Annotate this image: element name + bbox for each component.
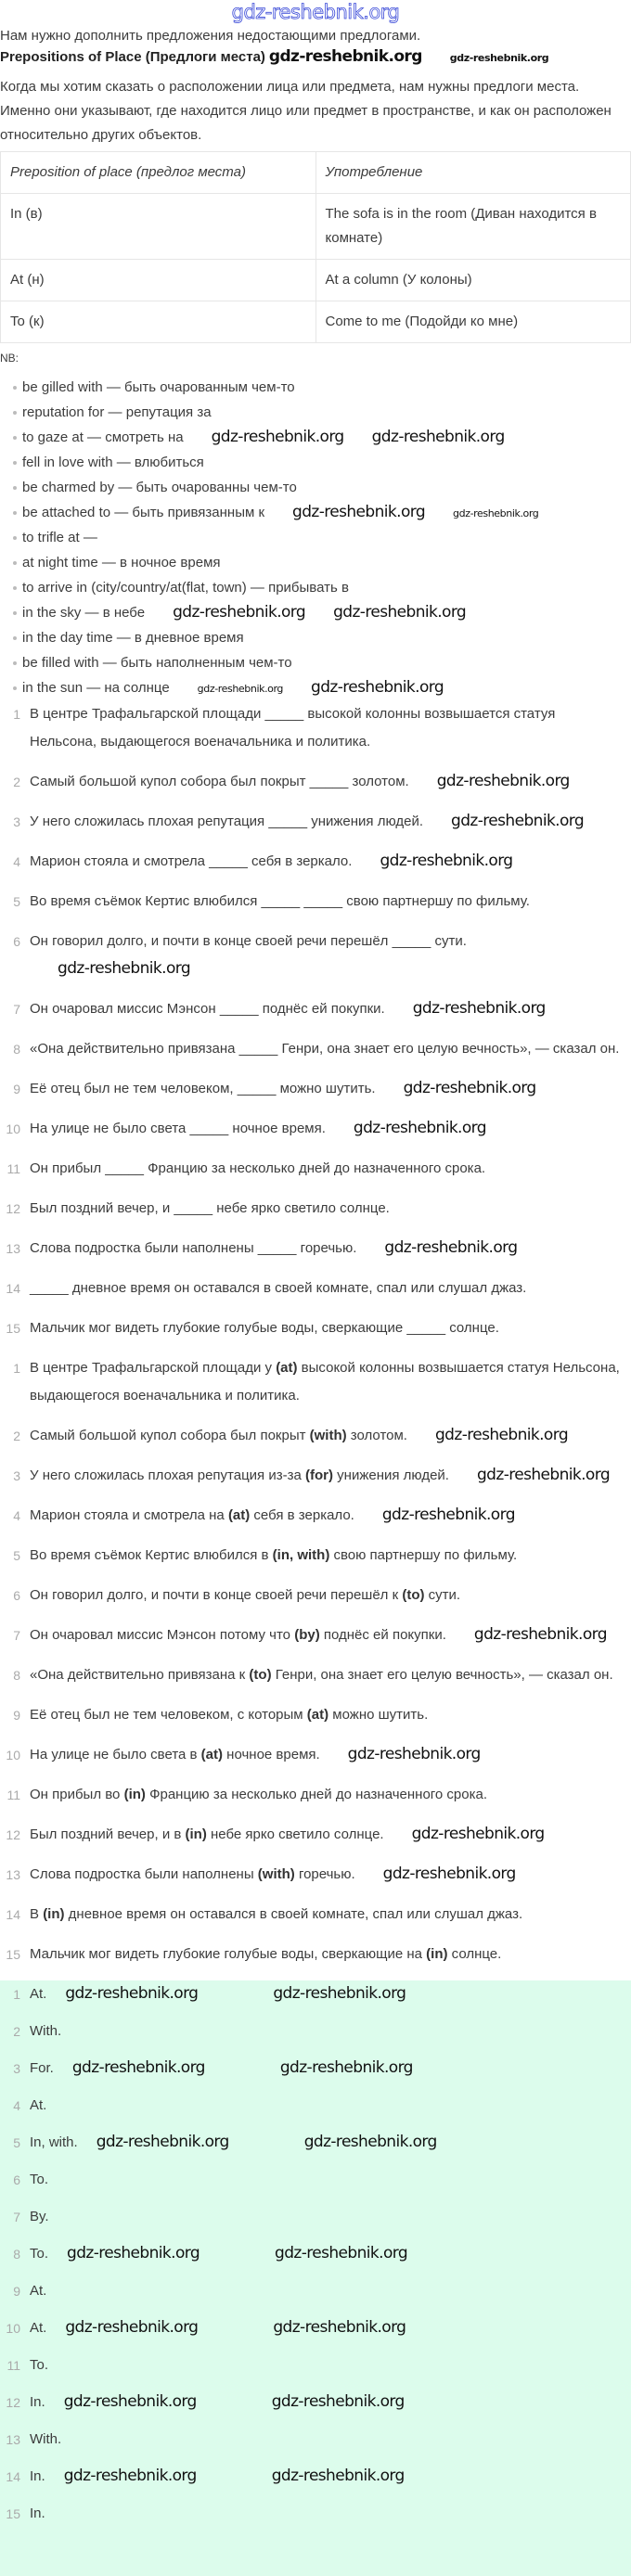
translation-pre: В [30, 1906, 44, 1922]
translation-post: себя в зеркало. [250, 1507, 354, 1523]
item-number: 5 [13, 894, 20, 909]
item-number: 11 [6, 1161, 20, 1176]
exercise-item [0, 1035, 620, 1075]
watermark-text: gdz-reshebnik.org [333, 603, 467, 622]
list-item [0, 450, 631, 475]
translation-post: горечью. [294, 1866, 355, 1882]
translation-pre: Он прибыл во [30, 1787, 124, 1802]
bullet-icon [13, 611, 17, 615]
exercise-text: _____ дневное время он оставался в своей комнате, спал или слушал джаз. [30, 1280, 527, 1296]
preposition-answer: (to) [402, 1587, 425, 1603]
list-item [0, 625, 631, 650]
list-item [0, 650, 631, 675]
answer-text: At. [30, 2097, 47, 2113]
watermark-text: gdz-reshebnik.org [384, 1238, 518, 1257]
exercise-item [0, 700, 620, 768]
preposition-answer: (in) [43, 1906, 65, 1922]
answer-item [0, 2502, 631, 2539]
exercise-item [0, 1314, 620, 1354]
watermark-text: gdz-reshebnik.org [271, 2392, 405, 2411]
translation-post: поднёс ей покупки. [319, 1627, 446, 1643]
watermark-text: gdz-reshebnik.org [303, 2133, 437, 2151]
watermark-text: gdz-reshebnik.org [403, 1079, 536, 1097]
bullet-icon [13, 536, 17, 540]
translation-pre: Он говорил долго, и почти в конце своей речи перешёл к [30, 1587, 403, 1603]
watermark-text: gdz-reshebnik.org [311, 678, 444, 697]
watermark-text: gdz-reshebnik.org [63, 2467, 197, 2485]
translation-item [0, 1941, 620, 1980]
table-cell: To (к) [1, 301, 316, 343]
list-item [0, 550, 631, 575]
list-item [0, 500, 631, 525]
translation-item [0, 1861, 620, 1901]
answers-panel [0, 1980, 631, 2576]
preposition-answer: (in) [426, 1946, 448, 1962]
vocabulary-text: be attached to — быть привязанным к [22, 505, 265, 520]
watermark-text: gdz-reshebnik.org [353, 1119, 486, 1137]
answer-text: To. [30, 2246, 49, 2262]
translation-text [30, 1667, 613, 1683]
exercise-text: У него сложилась плохая репутация _____ унижения людей. [30, 814, 424, 829]
vocabulary-text: to trifle at — [22, 530, 97, 545]
exercise-text: Он очаровал миссис Мэнсон _____ поднёс ей покупки. [30, 1001, 385, 1017]
watermark-row [65, 1982, 481, 2006]
section-title-line [0, 46, 631, 69]
exercise-item [0, 1195, 620, 1235]
watermark-text: gdz-reshebnik.org [275, 2244, 408, 2262]
bullet-icon [13, 636, 17, 640]
list-item [0, 525, 631, 550]
answer-item [0, 2428, 631, 2465]
vocabulary-text: be charmed by — быть очарованны чем-то [22, 480, 297, 495]
exercise-item [0, 768, 620, 808]
item-number: 7 [13, 2210, 20, 2224]
item-number: 1 [13, 1987, 20, 2002]
watermark-row [64, 2465, 480, 2489]
preposition-answer: (at) [276, 1360, 298, 1376]
translation-text [30, 1826, 384, 1842]
exercise-text: Во время съёмок Кертис влюбился _____ _____ свою партнершу по фильму. [30, 893, 530, 909]
answer-text: To. [30, 2172, 49, 2187]
bullet-icon [13, 686, 17, 690]
item-number: 10 [6, 1121, 20, 1136]
translation-pre: Самый большой купол собора был покрыт [30, 1428, 310, 1443]
item-number: 13 [6, 1867, 20, 1882]
preposition-answer: (at) [227, 1507, 251, 1523]
answer-item [0, 2019, 631, 2057]
table-row [1, 301, 631, 343]
bullet-icon [13, 561, 17, 565]
translation-post: унижения людей. [333, 1467, 449, 1483]
vocabulary-text: to gaze at — смотреть на [22, 429, 184, 445]
item-number: 2 [13, 2024, 20, 2039]
table-header-row [1, 152, 631, 194]
watermark-text: gdz-reshebnik.org [65, 2318, 199, 2337]
translation-post: сути. [424, 1587, 461, 1603]
watermark-text: gdz-reshebnik.org [273, 2318, 406, 2337]
top-watermark-logo: gdz-reshebnik.org [231, 1, 400, 23]
translation-text [30, 1787, 487, 1802]
answer-item [0, 2316, 631, 2353]
exercise-text: Был поздний вечер, и _____ небе ярко светило солнце. [30, 1200, 390, 1216]
item-number: 10 [6, 2321, 20, 2336]
answer-text: In. [30, 2468, 45, 2484]
item-number: 7 [13, 1628, 20, 1643]
watermark-text: gdz-reshebnik.org [71, 2058, 205, 2077]
list-item [0, 425, 631, 450]
exercise-item [0, 888, 620, 928]
vocabulary-text: at night time — в ночное время [22, 555, 221, 570]
answer-item [0, 2353, 631, 2390]
translation-text [30, 1747, 320, 1762]
translation-post: Францию за несколько дней до назначенного срока. [145, 1787, 488, 1802]
watermark-text: gdz-reshebnik.org [96, 2133, 229, 2151]
watermark-text: gdz-reshebnik.org [453, 507, 539, 519]
watermark-text: gdz-reshebnik.org [197, 683, 284, 695]
watermark-row [65, 2316, 481, 2340]
item-number: 1 [13, 1361, 20, 1376]
answer-item [0, 2057, 631, 2094]
watermark-row [67, 2242, 483, 2266]
preposition-answer: (in, with) [272, 1547, 330, 1563]
answer-item [0, 2242, 631, 2279]
table-header: Употребление [316, 152, 631, 194]
watermark-text: gdz-reshebnik.org [434, 1426, 569, 1444]
translation-item [0, 1542, 620, 1582]
item-number: 6 [13, 934, 20, 949]
watermark-text: gdz-reshebnik.org [411, 1825, 545, 1843]
item-number: 9 [13, 1082, 20, 1096]
watermark-text: gdz-reshebnik.org [449, 52, 549, 64]
item-number: 12 [6, 1827, 20, 1842]
exercise-text: Слова подростка были наполнены _____ горечью. [30, 1240, 357, 1256]
item-number: 14 [6, 2469, 20, 2484]
watermark-text: gdz-reshebnik.org [173, 603, 306, 622]
translation-pre: На улице не было света в [30, 1747, 201, 1762]
translation-pre: Он очаровал миссис Мэнсон потому что [30, 1627, 295, 1643]
table-row [1, 194, 631, 260]
item-number: 13 [6, 1241, 20, 1256]
item-number: 11 [6, 2358, 20, 2373]
watermark-text: gdz-reshebnik.org [63, 2392, 197, 2411]
table-cell: The sofa is in the room (Диван находится в комнате) [316, 194, 631, 260]
answer-item [0, 2131, 631, 2168]
translation-text [30, 1627, 446, 1643]
translation-item [0, 1621, 620, 1661]
answer-text: In. [30, 2506, 45, 2521]
answer-text: At. [30, 2283, 47, 2299]
translation-pre: Слова подростка были наполнены [30, 1866, 258, 1882]
item-number: 14 [6, 1281, 20, 1296]
translation-text [30, 1360, 620, 1403]
watermark-text: gdz-reshebnik.org [347, 1745, 481, 1763]
bullet-icon [13, 461, 17, 465]
watermark-text: gdz-reshebnik.org [436, 772, 570, 790]
preposition-answer: (with) [257, 1866, 295, 1882]
section-title: Prepositions of Place (Предлоги места) [0, 49, 265, 65]
translation-item [0, 1781, 620, 1821]
item-number: 15 [6, 1321, 20, 1336]
bullet-icon [13, 436, 17, 440]
answer-text: By. [30, 2209, 49, 2224]
exercise-text: Её отец был не тем человеком, _____ можно шутить. [30, 1081, 376, 1096]
translation-post: свою партнершу по фильму. [329, 1547, 518, 1563]
table-cell: Come to me (Подойди ко мне) [316, 301, 631, 343]
exercise-item [0, 848, 620, 888]
item-number: 3 [13, 814, 20, 829]
prepositions-table [0, 151, 631, 343]
watermark-text: gdz-reshebnik.org [268, 47, 422, 66]
watermark-text: gdz-reshebnik.org [65, 1984, 199, 2003]
preposition-answer: (at) [306, 1707, 329, 1723]
exercise-text: В центре Трафальгарской площади _____ высокой колонны возвышается статуя Нельсона, выдающегося военачальника и политика. [30, 706, 556, 750]
item-number: 2 [13, 775, 20, 789]
answer-text: At. [30, 1986, 47, 2002]
vocabulary-text: in the sky — в небе [22, 605, 146, 621]
item-number: 4 [13, 2098, 20, 2113]
watermark-text: gdz-reshebnik.org [412, 999, 546, 1018]
translation-pre: Мальчик мог видеть глубокие голубые воды, сверкающие на [30, 1946, 427, 1962]
watermark-row [97, 2131, 512, 2155]
translation-pre: Был поздний вечер, и в [30, 1826, 186, 1842]
vocabulary-list [0, 375, 631, 700]
watermark-text: gdz-reshebnik.org [382, 1865, 516, 1883]
exercise-text: Самый большой купол собора был покрыт _____ золотом. [30, 774, 409, 789]
translation-post: можно шутить. [328, 1707, 429, 1723]
answer-text: For. [30, 2060, 54, 2076]
translation-text [30, 1547, 517, 1563]
answer-item [0, 2205, 631, 2242]
item-number: 15 [6, 2506, 20, 2521]
answer-text: With. [30, 2023, 62, 2039]
watermark-row [64, 2390, 480, 2415]
answer-item [0, 2390, 631, 2428]
item-number: 8 [13, 2247, 20, 2262]
exercise-item [0, 808, 620, 848]
table-header: Preposition of place (предлог места) [1, 152, 316, 194]
translation-post: небе ярко светило солнце. [206, 1826, 384, 1842]
item-number: 10 [6, 1748, 20, 1762]
preposition-answer: (by) [294, 1627, 320, 1643]
exercise-item [0, 928, 620, 995]
table-cell: At (н) [1, 260, 316, 301]
exercise-item [0, 1155, 620, 1195]
item-number: 12 [6, 1201, 20, 1216]
item-number: 2 [13, 1429, 20, 1443]
bullet-icon [13, 411, 17, 415]
translation-item [0, 1582, 620, 1621]
translation-post: Генри, она знает его целую вечность», — сказал он. [271, 1667, 613, 1683]
item-number: 4 [13, 1508, 20, 1523]
vocabulary-text: be filled with — быть наполненным чем-то [22, 655, 292, 671]
vocabulary-text: in the day time — в дневное время [22, 630, 244, 646]
preposition-answer: (in) [185, 1826, 207, 1842]
vocabulary-text: reputation for — репутация за [22, 404, 212, 420]
exercise-text: «Она действительно привязана _____ Генри, она знает его целую вечность», — сказал он. [30, 1041, 620, 1057]
translation-item [0, 1661, 620, 1701]
translation-item [0, 1462, 620, 1502]
translation-pre: «Она действительно привязана к [30, 1667, 250, 1683]
list-item [0, 575, 631, 600]
watermark-text: gdz-reshebnik.org [380, 852, 513, 870]
translation-item [0, 1821, 620, 1861]
list-item [0, 600, 631, 625]
translation-item [0, 1741, 620, 1781]
exercise-list [0, 700, 620, 1354]
exercise-text: Он прибыл _____ Францию за несколько дней до назначенного срока. [30, 1160, 486, 1176]
item-number: 7 [13, 1002, 20, 1017]
bullet-icon [13, 486, 17, 490]
translation-text [30, 1866, 355, 1882]
translation-pre: У него сложилась плохая репутация из-за [30, 1467, 305, 1483]
bullet-icon [13, 511, 17, 515]
exercise-item [0, 1115, 620, 1155]
watermark-text: gdz-reshebnik.org [473, 1625, 607, 1644]
translation-list [0, 1354, 620, 1980]
answers-list [0, 1982, 631, 2539]
vocabulary-text: be gilled with — быть очарованным чем-то [22, 379, 295, 395]
translation-post: солнце. [447, 1946, 502, 1962]
item-number: 8 [13, 1042, 20, 1057]
item-number: 3 [13, 1468, 20, 1483]
item-number: 8 [13, 1668, 20, 1683]
translation-text [30, 1587, 460, 1603]
table-row [1, 260, 631, 301]
watermark-text: gdz-reshebnik.org [211, 428, 344, 446]
preposition-answer: (in) [123, 1787, 146, 1802]
vocabulary-text: to arrive in (city/country/at(flat, town) — прибывать в [22, 580, 349, 596]
answer-text: At. [30, 2320, 47, 2336]
translation-item [0, 1502, 620, 1542]
answer-text: In, with. [30, 2134, 78, 2150]
translation-post: ночное время. [223, 1747, 320, 1762]
exercise-text: Он говорил долго, и почти в конце своей речи перешёл _____ сути. [30, 933, 467, 949]
exercise-item [0, 995, 620, 1035]
table-cell: At a column (У колоны) [316, 260, 631, 301]
item-number: 14 [6, 1907, 20, 1922]
translation-pre: Марион стояла и смотрела на [30, 1507, 228, 1523]
watermark-row [72, 2057, 488, 2081]
preposition-answer: (at) [200, 1747, 223, 1762]
bullet-icon [13, 586, 17, 590]
item-number: 9 [13, 2284, 20, 2299]
section-paragraph: Когда мы хотим сказать о расположении лица или предмета, нам нужны предлоги места. Именно они указывают, где находится лицо или предмет в пространстве, и как он расположен относительно других объектов. [0, 79, 612, 143]
item-number: 5 [13, 2135, 20, 2150]
translation-text [30, 1707, 428, 1723]
watermark-text: gdz-reshebnik.org [371, 428, 505, 446]
vocabulary-text: fell in love with — влюбиться [22, 455, 204, 470]
translation-text [30, 1428, 407, 1443]
translation-post: золотом. [346, 1428, 407, 1443]
bullet-icon [13, 661, 17, 665]
watermark-text: gdz-reshebnik.org [273, 1984, 406, 2003]
bullet-icon [13, 386, 17, 390]
task-intro: Нам нужно дополнить предложения недостающими предлогами. [0, 28, 421, 44]
answer-item [0, 1982, 631, 2019]
item-number: 3 [13, 2061, 20, 2076]
watermark-text: gdz-reshebnik.org [292, 503, 426, 521]
exercise-item [0, 1075, 620, 1115]
list-item [0, 675, 631, 700]
translation-item [0, 1701, 620, 1741]
exercise-text: На улице не было света _____ ночное время. [30, 1121, 326, 1136]
translation-text [30, 1946, 501, 1962]
exercise-item [0, 1235, 620, 1275]
watermark-text: gdz-reshebnik.org [271, 2467, 405, 2485]
translation-item [0, 1422, 620, 1462]
translation-text [30, 1467, 449, 1483]
watermark-text: gdz-reshebnik.org [67, 2244, 200, 2262]
item-number: 4 [13, 854, 20, 869]
exercise-text: Мальчик мог видеть глубокие голубые воды, сверкающие _____ солнце. [30, 1320, 499, 1336]
translation-text [30, 1906, 522, 1922]
answer-text: In. [30, 2394, 45, 2410]
answer-item [0, 2465, 631, 2502]
list-item [0, 400, 631, 425]
item-number: 12 [6, 2395, 20, 2410]
translation-pre: В центре Трафальгарской площади у [30, 1360, 277, 1376]
item-number: 9 [13, 1708, 20, 1723]
translation-item [0, 1901, 620, 1941]
answer-text: With. [30, 2431, 62, 2447]
item-number: 5 [13, 1548, 20, 1563]
translation-post: высокой колонны возвышается статуя Нельсона, выдающегося военачальника и политика. [30, 1360, 620, 1403]
table-cell: In (в) [1, 194, 316, 260]
item-number: 6 [13, 1588, 20, 1603]
answer-item [0, 2168, 631, 2205]
preposition-answer: (with) [309, 1428, 347, 1443]
translation-text [30, 1507, 354, 1523]
translation-pre: Её отец был не тем человеком, с которым [30, 1707, 307, 1723]
answer-item [0, 2094, 631, 2131]
preposition-answer: (for) [305, 1467, 333, 1483]
watermark-text: gdz-reshebnik.org [279, 2058, 413, 2077]
watermark-text: gdz-reshebnik.org [451, 812, 585, 830]
item-number: 6 [13, 2172, 20, 2187]
translation-pre: Во время съёмок Кертис влюбился в [30, 1547, 273, 1563]
vocabulary-text: in the sun — на солнце [22, 680, 170, 696]
list-item [0, 375, 631, 400]
exercise-item [0, 1275, 620, 1314]
list-item [0, 475, 631, 500]
answer-item [0, 2279, 631, 2316]
watermark-text: gdz-reshebnik.org [58, 959, 191, 978]
item-number: 1 [13, 707, 20, 722]
answer-text: To. [30, 2357, 49, 2373]
watermark-text: gdz-reshebnik.org [476, 1466, 611, 1484]
nb-label: NB: [0, 352, 19, 365]
watermark-text: gdz-reshebnik.org [381, 1506, 515, 1524]
exercise-text: Марион стояла и смотрела _____ себя в зеркало. [30, 853, 353, 869]
translation-item [0, 1354, 620, 1422]
item-number: 11 [6, 1788, 20, 1802]
translation-post: дневное время он оставался в своей комнате, спал или слушал джаз. [64, 1906, 523, 1922]
preposition-answer: (to) [249, 1667, 272, 1683]
item-number: 15 [6, 1947, 20, 1962]
item-number: 13 [6, 2432, 20, 2447]
